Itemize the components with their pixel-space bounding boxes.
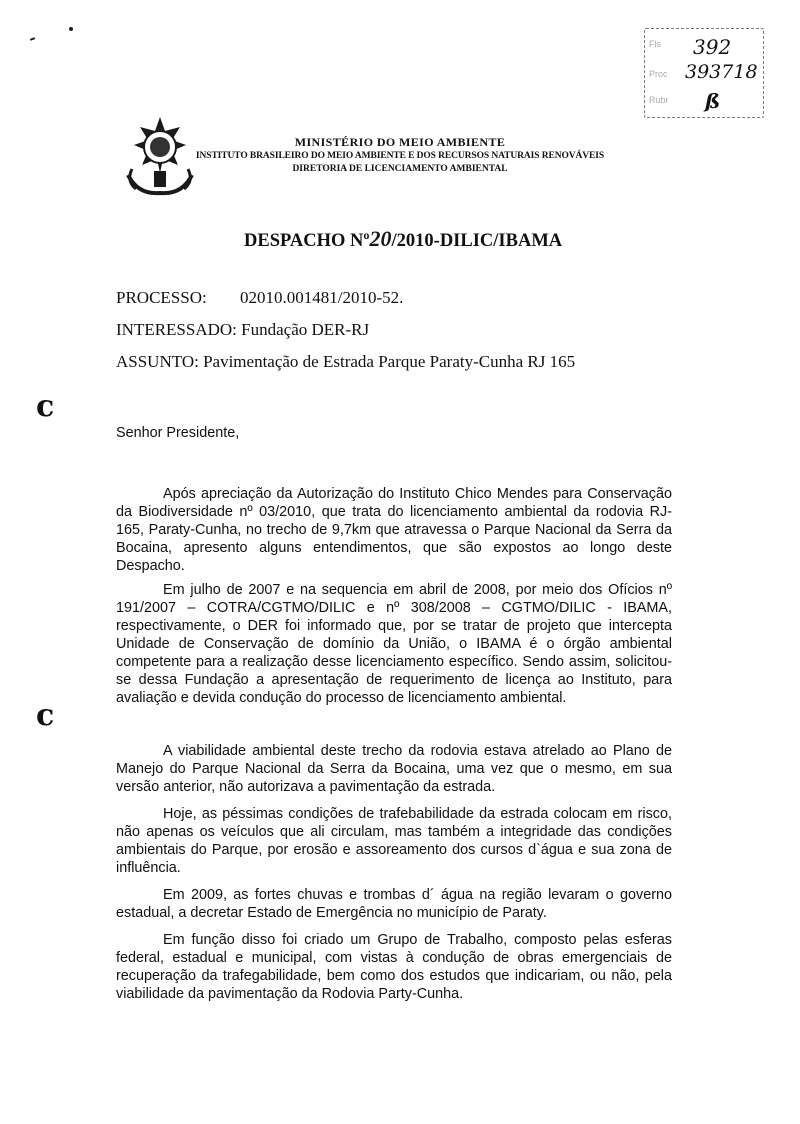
paragraph: Hoje, as péssimas condições de trafebabilidade da estrada colocam em risco, não apenas os veículos que ali circulam, mas também a integridade das condições ambientais do Parque, por erosão e assoreamento dos cursos d`água e sua zona de influência.	[116, 806, 672, 876]
paragraph: A viabilidade ambiental deste trecho da rodovia estava atrelado ao Plano de Manejo do Parque Nacional da Serra da Bocaina, uma vez que o mesmo, em sua versão anterior, não autorizava a pavimentação da estrada.	[116, 743, 672, 795]
dispatch-title	[244, 226, 562, 252]
subject-line	[116, 352, 575, 372]
stamp-field-label: Proc	[649, 69, 668, 79]
margin-mark: c	[36, 698, 55, 733]
dispatch-prefix: DESPACHO Nº	[244, 231, 370, 251]
process-value: 02010.001481/2010-52.	[240, 288, 404, 307]
scan-speck	[30, 37, 35, 41]
subject-label: ASSUNTO:	[116, 352, 199, 371]
paragraph: Após apreciação da Autorização do Instituto Chico Mendes para Conservação da Biodiversidade nº 03/2010, que trata do licenciamento ambiental da rodovia RJ-165, Paraty-Cunha, no trecho de 9,7km que atravessa o Parque Nacional da Serra da Bocaina, apresento alguns entendimentos, que são expostos ao longo deste Despacho.	[116, 486, 672, 574]
stamp-field-label: Fls	[649, 39, 661, 49]
paragraph: Em julho de 2007 e na sequencia em abril de 2008, por meio dos Ofícios nº 191/2007 – COTRA/CGTMO/DILIC e nº 308/2008 – CGTMO/DILIC - IBAMA, respectivamente, o DER foi informado que, por se tratar de projeto que intercepta Unidade de Conservação de domínio da União, o IBAMA é o órgão ambiental competente para a realização desse licenciamento específico. Sendo assim, solicitou-se dessa Fundação a apresentação de requerimento de licença ao Instituto, para avaliação e devida condução do processo de licenciamento ambiental.	[116, 582, 672, 706]
paragraph: Em 2009, as fortes chuvas e trombas d´ água na região levaram o governo estadual, a decretar Estado de Emergência no município de Paraty.	[116, 887, 672, 921]
interested-value: Fundação DER-RJ	[241, 320, 370, 339]
institute-name: INSTITUTO BRASILEIRO DO MEIO AMBIENTE E DOS RECURSOS NATURAIS RENOVÁVEIS	[195, 151, 605, 161]
process-line	[116, 288, 403, 308]
stamp-initials: ß	[705, 89, 721, 113]
interested-label: INTERESSADO:	[116, 320, 237, 339]
process-label: PROCESSO:	[116, 288, 207, 307]
protocol-stamp	[644, 28, 764, 118]
paragraph: Em função disso foi criado um Grupo de Trabalho, composto pelas esferas federal, estadual e municipal, com vistas à condução de obras emergenciais de recuperação da trafegabilidade, bem como dos estudos que indicariam, ou não, pela viabilidade da pavimentação da Rodovia Party-Cunha.	[116, 932, 672, 1002]
directorate-name: DIRETORIA DE LICENCIAMENTO AMBIENTAL	[292, 164, 508, 174]
stamp-process-ref: 393718	[685, 61, 758, 83]
subject-value: Pavimentação de Estrada Parque Paraty-Cunha RJ 165	[203, 352, 576, 371]
dispatch-suffix: /2010-DILIC/IBAMA	[391, 231, 563, 251]
greeting: Senhor Presidente,	[116, 425, 240, 441]
scan-speck	[69, 27, 73, 31]
dispatch-handwritten-number: 20	[369, 226, 392, 251]
margin-mark: c	[36, 389, 55, 424]
stamp-page-number: 392	[693, 35, 732, 59]
stamp-field-label: Rubr	[649, 95, 669, 105]
interested-line	[116, 320, 369, 340]
ministry-name: MINISTÉRIO DO MEIO AMBIENTE	[294, 135, 506, 149]
